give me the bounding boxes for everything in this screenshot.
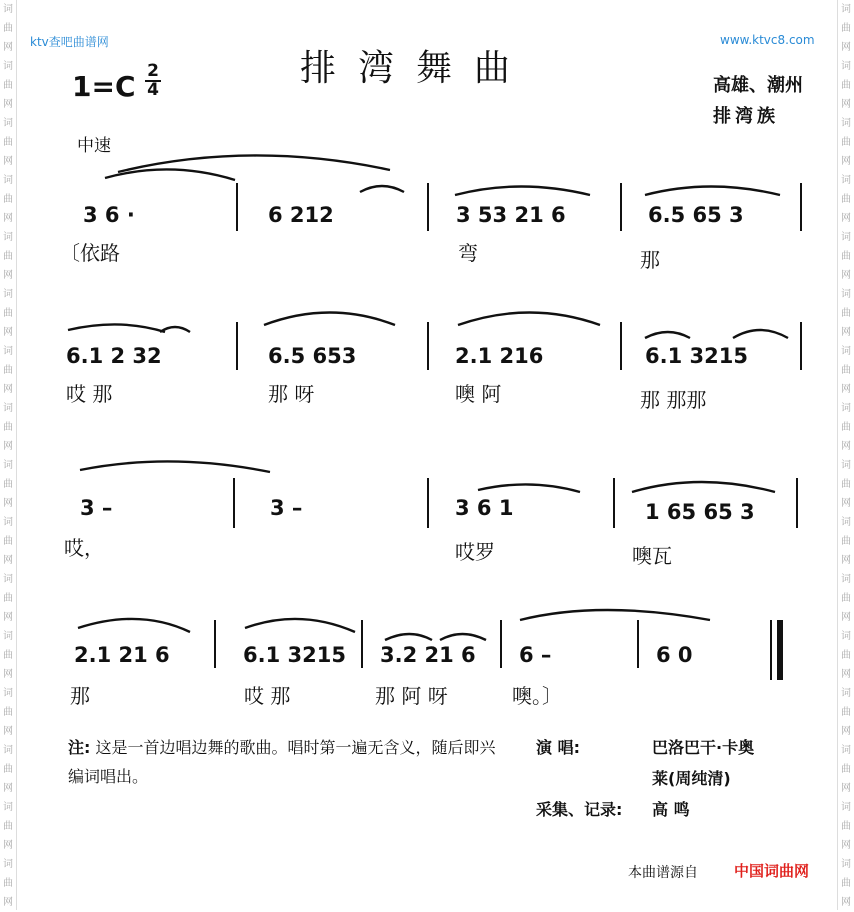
- side-watermark-char: 词: [841, 859, 851, 870]
- lyric: 弯: [458, 241, 478, 265]
- side-watermark-char: 词: [841, 517, 851, 528]
- side-watermark-char: 曲: [3, 650, 13, 661]
- side-watermark-char: 词: [841, 346, 851, 357]
- tempo-marking: 中速: [77, 136, 111, 156]
- lyric: 噢。〕: [512, 684, 562, 708]
- side-watermark-char: 曲: [3, 479, 13, 490]
- watermark-left: ktv查吧曲谱网: [30, 35, 109, 49]
- watermark-right: www.ktvc8.com: [720, 33, 815, 47]
- side-watermark-char: 词: [3, 631, 13, 642]
- side-watermark-char: 词: [841, 460, 851, 471]
- final-bar-line-thick: [777, 620, 783, 680]
- side-watermark-char: 曲: [3, 194, 13, 205]
- side-watermark-char: 曲: [841, 878, 851, 889]
- lyric: 那 呀: [268, 382, 315, 406]
- bar-line: [800, 183, 802, 231]
- side-watermark-char: 词: [841, 802, 851, 813]
- measure: 6.1 3215: [243, 643, 346, 667]
- side-watermark-char: 曲: [3, 764, 13, 775]
- side-watermark-char: 词: [841, 232, 851, 243]
- side-watermark-char: 词: [3, 403, 13, 414]
- side-watermark-char: 网: [3, 612, 13, 623]
- side-watermark-char: 网: [841, 156, 851, 167]
- collector-label: 采集、记录:: [536, 800, 623, 819]
- side-watermark-char: 曲: [3, 23, 13, 34]
- bar-line: [361, 620, 363, 668]
- bar-line: [620, 183, 622, 231]
- side-watermark-char: 词: [841, 4, 851, 15]
- side-watermark-char: 曲: [3, 536, 13, 547]
- side-watermark-char: 网: [3, 840, 13, 851]
- bar-line: [427, 322, 429, 370]
- time-signature-top: 2: [145, 63, 161, 82]
- final-bar-line-thin: [770, 620, 772, 680]
- side-watermark-char: 曲: [841, 365, 851, 376]
- site-name-link[interactable]: 中国词曲网: [734, 862, 810, 880]
- source-label: 本曲谱源自: [628, 865, 698, 881]
- side-watermark-char: 词: [3, 802, 13, 813]
- side-watermark-char: 网: [841, 612, 851, 623]
- measure: 1 65 65 3: [645, 500, 755, 524]
- side-watermark-char: 曲: [841, 80, 851, 91]
- side-watermark-char: 曲: [3, 821, 13, 832]
- side-watermark-char: 词: [3, 175, 13, 186]
- lyric: 〔依路: [60, 241, 120, 265]
- side-watermark-char: 网: [3, 441, 13, 452]
- lyric: 那: [70, 684, 90, 708]
- measure: 6.1 3215: [645, 344, 748, 368]
- side-watermark-char: 网: [3, 270, 13, 281]
- side-watermark-char: 网: [841, 726, 851, 737]
- side-watermark-char: 网: [3, 897, 13, 908]
- side-watermark-char: 曲: [841, 479, 851, 490]
- side-watermark-char: 曲: [841, 764, 851, 775]
- side-watermark-char: 曲: [3, 251, 13, 262]
- side-watermark-char: 词: [841, 403, 851, 414]
- side-watermark-char: 词: [3, 346, 13, 357]
- singer-label: 演 唱:: [536, 738, 580, 757]
- bar-line: [214, 620, 216, 668]
- side-watermark-char: 网: [841, 897, 851, 908]
- bar-line: [500, 620, 502, 668]
- side-watermark-char: 词: [3, 859, 13, 870]
- footnote: [68, 733, 498, 791]
- bar-line: [613, 478, 615, 528]
- side-watermark-char: 词: [3, 289, 13, 300]
- side-watermark-char: 网: [841, 384, 851, 395]
- side-watermark-char: 词: [841, 688, 851, 699]
- side-watermark-char: 词: [3, 688, 13, 699]
- side-watermark-char: 曲: [3, 80, 13, 91]
- side-watermark-char: 词: [841, 118, 851, 129]
- lyric: 哎 那: [244, 684, 291, 708]
- bar-line: [427, 183, 429, 231]
- side-watermark-char: 网: [841, 42, 851, 53]
- side-watermark-char: 词: [841, 61, 851, 72]
- side-watermark-char: 词: [841, 631, 851, 642]
- side-watermark-char: 词: [841, 289, 851, 300]
- side-watermark-char: 网: [841, 213, 851, 224]
- side-watermark-char: 词: [841, 175, 851, 186]
- side-watermark-char: 曲: [841, 707, 851, 718]
- side-watermark-char: 网: [841, 669, 851, 680]
- side-watermark-char: 曲: [841, 23, 851, 34]
- measure: 6 0: [656, 643, 693, 667]
- lyric: 噢瓦: [632, 544, 672, 568]
- bar-line: [800, 322, 802, 370]
- side-watermark-char: 曲: [841, 650, 851, 661]
- side-watermark-char: 词: [3, 574, 13, 585]
- lyric: 哎 那: [66, 382, 113, 406]
- bar-line: [236, 322, 238, 370]
- side-watermark-char: 词: [3, 232, 13, 243]
- measure: 3 –: [80, 496, 113, 520]
- side-watermark-char: 词: [3, 4, 13, 15]
- key-signature: 1=C: [72, 70, 136, 103]
- side-watermark-char: 曲: [3, 707, 13, 718]
- measure: 6.5 653: [268, 344, 357, 368]
- side-watermark-char: 曲: [3, 422, 13, 433]
- bar-line: [233, 478, 235, 528]
- side-watermark-char: 曲: [841, 308, 851, 319]
- measure: 6 212: [268, 203, 334, 227]
- side-watermark-char: 曲: [841, 251, 851, 262]
- side-watermark-char: 曲: [3, 365, 13, 376]
- lyric: 那 阿 呀: [375, 684, 448, 708]
- side-watermark-char: 词: [3, 61, 13, 72]
- side-watermark-char: 词: [3, 118, 13, 129]
- side-watermark-char: 曲: [3, 878, 13, 889]
- side-watermark-char: 曲: [841, 593, 851, 604]
- lyric: 那: [640, 248, 660, 272]
- measure: 2.1 216: [455, 344, 544, 368]
- measure: 3 53 21 6: [456, 203, 566, 227]
- collector-name: 高 鸣: [652, 800, 690, 819]
- side-watermark-char: 曲: [841, 821, 851, 832]
- bar-line: [236, 183, 238, 231]
- side-watermark-char: 词: [3, 745, 13, 756]
- side-watermark-char: 网: [841, 840, 851, 851]
- bar-line: [620, 322, 622, 370]
- measure: 6.1 2 32: [66, 344, 162, 368]
- side-watermark-char: 词: [3, 517, 13, 528]
- side-watermark-char: 词: [841, 574, 851, 585]
- bar-line: [637, 620, 639, 668]
- side-watermark-char: 网: [3, 156, 13, 167]
- time-signature-bottom: 4: [147, 80, 159, 100]
- side-watermark-char: 曲: [841, 536, 851, 547]
- side-watermark-char: 网: [3, 99, 13, 110]
- side-watermark-char: 网: [841, 783, 851, 794]
- side-watermark-char: 曲: [3, 137, 13, 148]
- side-watermark-char: 网: [3, 384, 13, 395]
- side-watermark-char: 曲: [841, 422, 851, 433]
- measure: 3 –: [270, 496, 303, 520]
- measure: 6 –: [519, 643, 552, 667]
- bar-line: [427, 478, 429, 528]
- side-watermark-char: 网: [3, 726, 13, 737]
- side-watermark-char: 网: [3, 42, 13, 53]
- side-watermark-char: 词: [841, 745, 851, 756]
- lyric: 那 那那: [640, 388, 707, 412]
- song-title: 排湾舞曲: [300, 48, 533, 89]
- side-watermark-char: 词: [3, 460, 13, 471]
- lyric: 噢 阿: [455, 382, 502, 406]
- side-watermark-char: 网: [841, 441, 851, 452]
- footnote-text: 这是一首边唱边舞的歌曲。唱时第一遍无含义，随后即兴编词唱出。: [68, 738, 496, 786]
- measure: 3.2 21 6: [380, 643, 476, 667]
- side-watermark-char: 曲: [841, 194, 851, 205]
- measure: 2.1 21 6: [74, 643, 170, 667]
- side-watermark-char: 网: [841, 327, 851, 338]
- singer-name-line1: 巴洛巴干·卡奥: [652, 738, 755, 757]
- side-watermark-char: 网: [3, 783, 13, 794]
- side-watermark-char: 网: [841, 498, 851, 509]
- measure: 6.5 65 3: [648, 203, 744, 227]
- side-watermark-char: 曲: [841, 137, 851, 148]
- measure: 3 6 ·: [83, 203, 135, 227]
- side-watermark-char: 网: [841, 555, 851, 566]
- measure: 3 6 1: [455, 496, 514, 520]
- lyric: 哎，: [64, 536, 104, 560]
- ethnic-label: 排湾族: [713, 106, 779, 127]
- side-watermark-char: 网: [3, 498, 13, 509]
- side-watermark-char: 网: [3, 555, 13, 566]
- singer-name-line2: 莱(周纯清): [652, 769, 731, 788]
- region-label: 高雄、潮州: [713, 75, 803, 96]
- side-watermark-char: 网: [3, 213, 13, 224]
- side-watermark-char: 网: [841, 99, 851, 110]
- footnote-label: 注:: [68, 738, 91, 757]
- side-watermark-char: 曲: [3, 308, 13, 319]
- side-watermark-char: 网: [841, 270, 851, 281]
- side-watermark-char: 网: [3, 669, 13, 680]
- side-watermark-char: 曲: [3, 593, 13, 604]
- lyric: 哎罗: [455, 540, 495, 564]
- side-watermark-char: 网: [3, 327, 13, 338]
- bar-line: [796, 478, 798, 528]
